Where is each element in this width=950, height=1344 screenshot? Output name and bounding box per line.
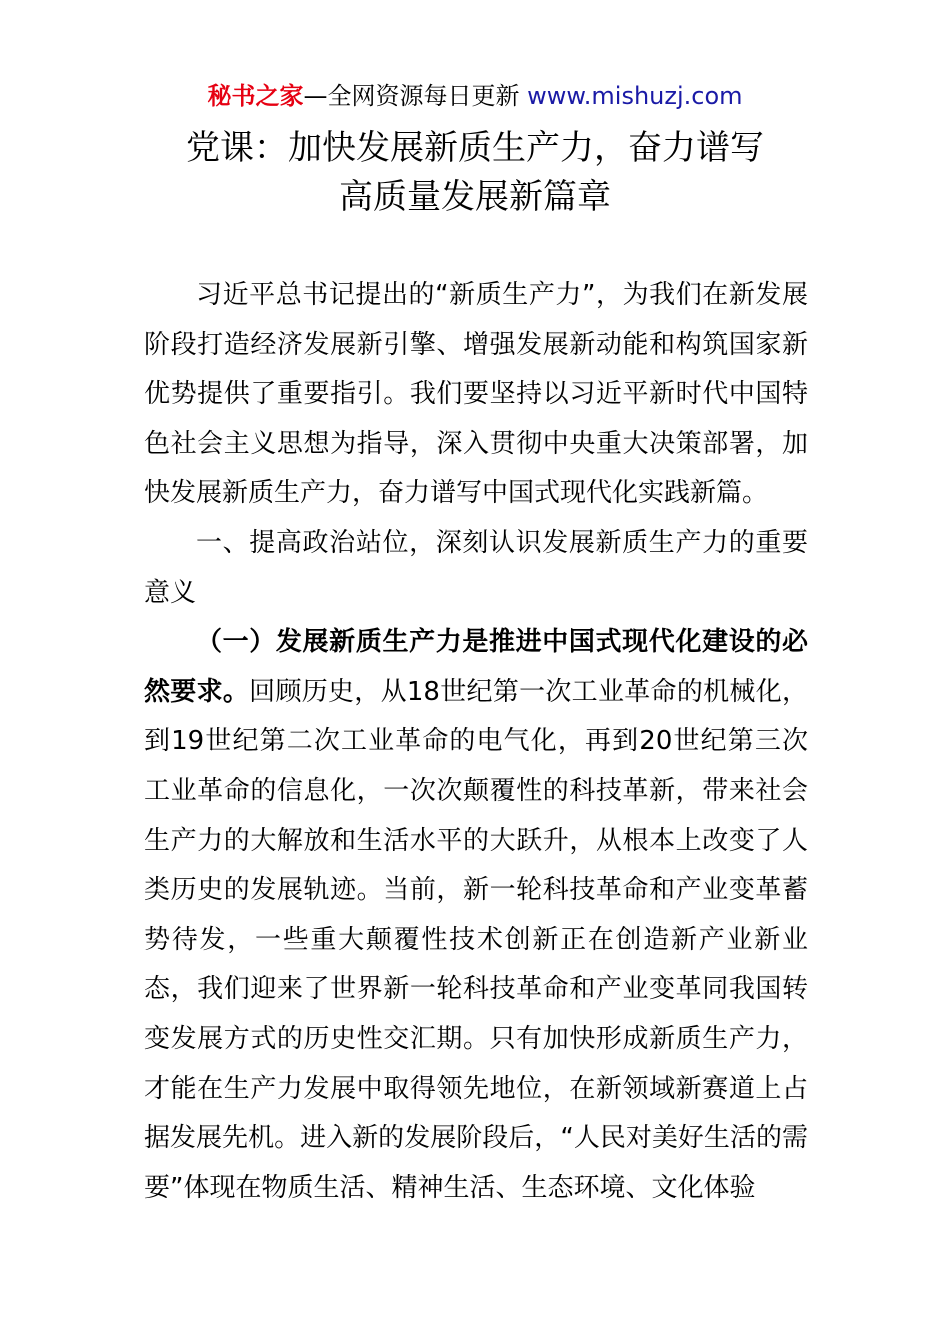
subsection-paragraph-1 <box>144 618 808 1213</box>
title-line-2: 高质量发展新篇章 <box>339 177 611 217</box>
site-banner <box>0 80 950 112</box>
section-heading-1: 一、提高政治站位，深刻认识发展新质生产力的重要意义 <box>144 527 808 608</box>
document-body <box>144 271 808 1213</box>
site-url-link[interactable]: www.mishuzj.com <box>527 82 743 110</box>
site-tagline: —全网资源每日更新 <box>303 82 528 110</box>
document-title <box>0 124 950 222</box>
subsection-body: 回顾历史，从18世纪第一次工业革命的机械化，到19世纪第二次工业革命的电气化，再到20世纪第三次工业革命的信息化，一次次颠覆性的科技革新，带来社会生产力的大解放和生活水平的大跃升，从根本上改变了人类历史的发展轨迹。当前，新一轮科技革命和产业变革蓄势待发，一些重大颠覆性技术创新正在创造新产业新业态，我们迎来了世界新一轮科技革命和产业变革同我国转变发展方式的历史性交汇期。只有加快形成新质生产力，才能在生产力发展中取得领先地位，在新领域新赛道上占据发展先机。进入新的发展阶段后，“人民对美好生活的需要”体现在物质生活、精神生活、生态环境、文化体验 <box>144 676 808 1203</box>
intro-paragraph: 习近平总书记提出的“新质生产力”，为我们在新发展阶段打造经济发展新引擎、增强发展新动能和构筑国家新优势提供了重要指引。我们要坚持以习近平新时代中国特色社会主义思想为指导，深入贯彻中央重大决策部署，加快发展新质生产力，奋力谱写中国式现代化实践新篇。 <box>144 280 808 509</box>
title-line-1: 党课：加快发展新质生产力，奋力谱写 <box>186 128 764 168</box>
subsection-lead: （一）发展新质生产力是推进中国式现代化建设的必然要求。 <box>144 627 808 707</box>
site-brand-name: 秘书之家 <box>207 82 304 110</box>
